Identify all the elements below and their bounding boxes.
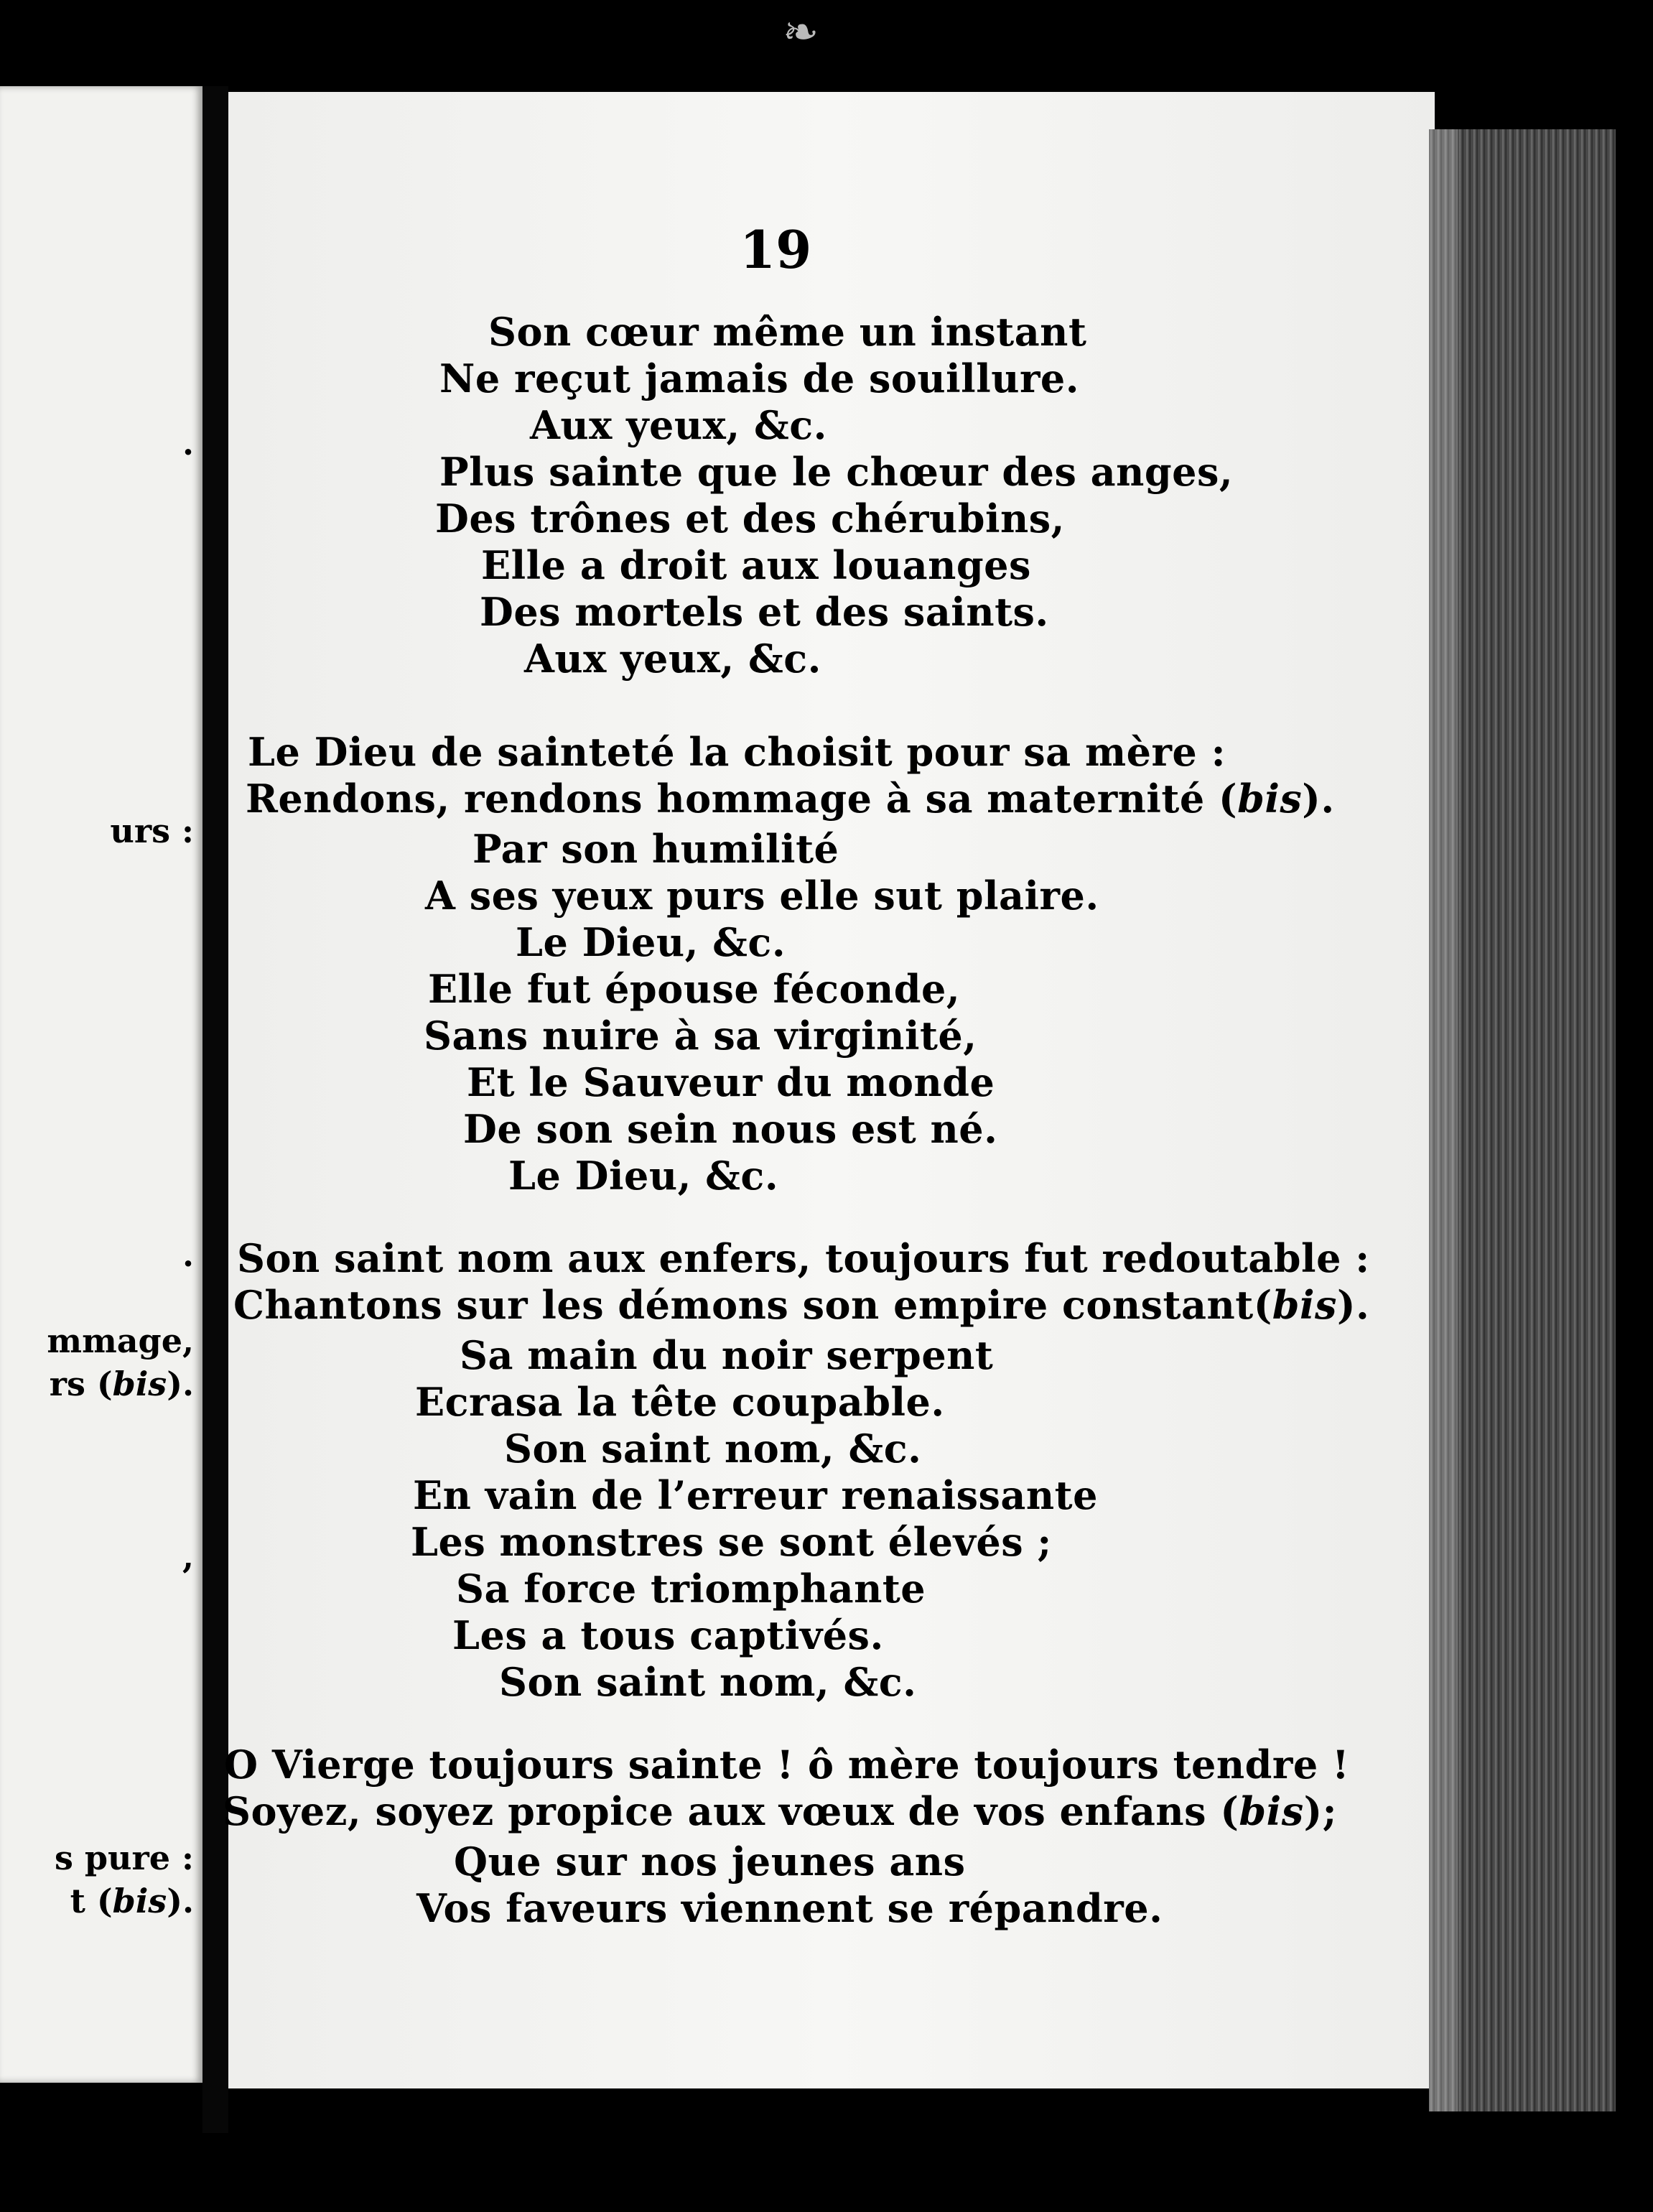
verse-line: O Vierge toujours sainte ! ô mère toujours tendre ! — [224, 1742, 1350, 1788]
verse-line: Soyez, soyez propice aux vœux de vos enfans (bis); — [223, 1788, 1338, 1834]
verse-line: Plus sainte que le chœur des anges, — [439, 449, 1234, 495]
verse-line: Ne reçut jamais de souillure. — [439, 356, 1080, 401]
verse-line: Par son humilité — [472, 826, 839, 872]
verse-line: Sa main du noir serpent — [460, 1332, 994, 1378]
verse-line: Son saint nom aux enfers, toujours fut redoutable : — [237, 1235, 1370, 1281]
page-edge-highlight — [1429, 129, 1458, 2111]
verse-line: Des trônes et des chérubins, — [435, 496, 1065, 542]
verse-line: A ses yeux purs elle sut plaire. — [425, 873, 1099, 919]
verse-line: Le Dieu, &c. — [508, 1153, 779, 1199]
verse-line: Aux yeux, &c. — [524, 636, 821, 682]
verse-line: De son sein nous est né. — [463, 1106, 998, 1152]
verse-line: Ecrasa la tête coupable. — [415, 1379, 945, 1425]
verse-line: Les a tous captivés. — [452, 1612, 884, 1658]
verse-line: Elle fut épouse féconde, — [428, 966, 961, 1012]
left-fragment-3: . — [182, 1235, 194, 1274]
verse-line: Sa force triomphante — [456, 1566, 926, 1612]
left-page-fragment — [0, 86, 202, 2083]
verse-line: Des mortels et des saints. — [480, 589, 1049, 635]
verse-line: Sans nuire à sa virginité, — [424, 1013, 977, 1059]
verse-line: Son cœur même un instant — [488, 309, 1087, 355]
page-number: 19 — [740, 219, 812, 280]
left-fragment-1: . — [182, 424, 194, 463]
verse-line: Rendons, rendons hommage à sa maternité (bis). — [246, 776, 1335, 822]
verse-line: Et le Sauveur du monde — [467, 1059, 995, 1105]
verse-line: Le Dieu de sainteté la choisit pour sa mère : — [248, 729, 1226, 775]
left-fragment-8: t (bis). — [70, 1882, 194, 1920]
verse-line: Les monstres se sont élevés ; — [411, 1519, 1052, 1565]
verse-line: Le Dieu, &c. — [516, 919, 786, 965]
top-mark: ❧ — [783, 7, 819, 57]
verse-line: Que sur nos jeunes ans — [454, 1839, 966, 1885]
verse-line: Aux yeux, &c. — [530, 402, 827, 448]
verse-line: Elle a droit aux louanges — [481, 542, 1031, 588]
verse-line: Son saint nom, &c. — [499, 1659, 917, 1705]
left-fragment-4: mmage, — [47, 1321, 194, 1360]
verse-line: Chantons sur les démons son empire constant(bis). — [233, 1282, 1370, 1328]
verse-line: En vain de l’erreur renaissante — [413, 1472, 1098, 1518]
left-fragment-6: , — [182, 1537, 194, 1576]
left-fragment-2: urs : — [110, 812, 194, 850]
left-fragment-7: s pure : — [54, 1839, 194, 1877]
verse-line: Son saint nom, &c. — [504, 1426, 922, 1472]
verse-line: Vos faveurs viennent se répandre. — [416, 1885, 1163, 1931]
left-fragment-5: rs (bis). — [49, 1365, 194, 1403]
